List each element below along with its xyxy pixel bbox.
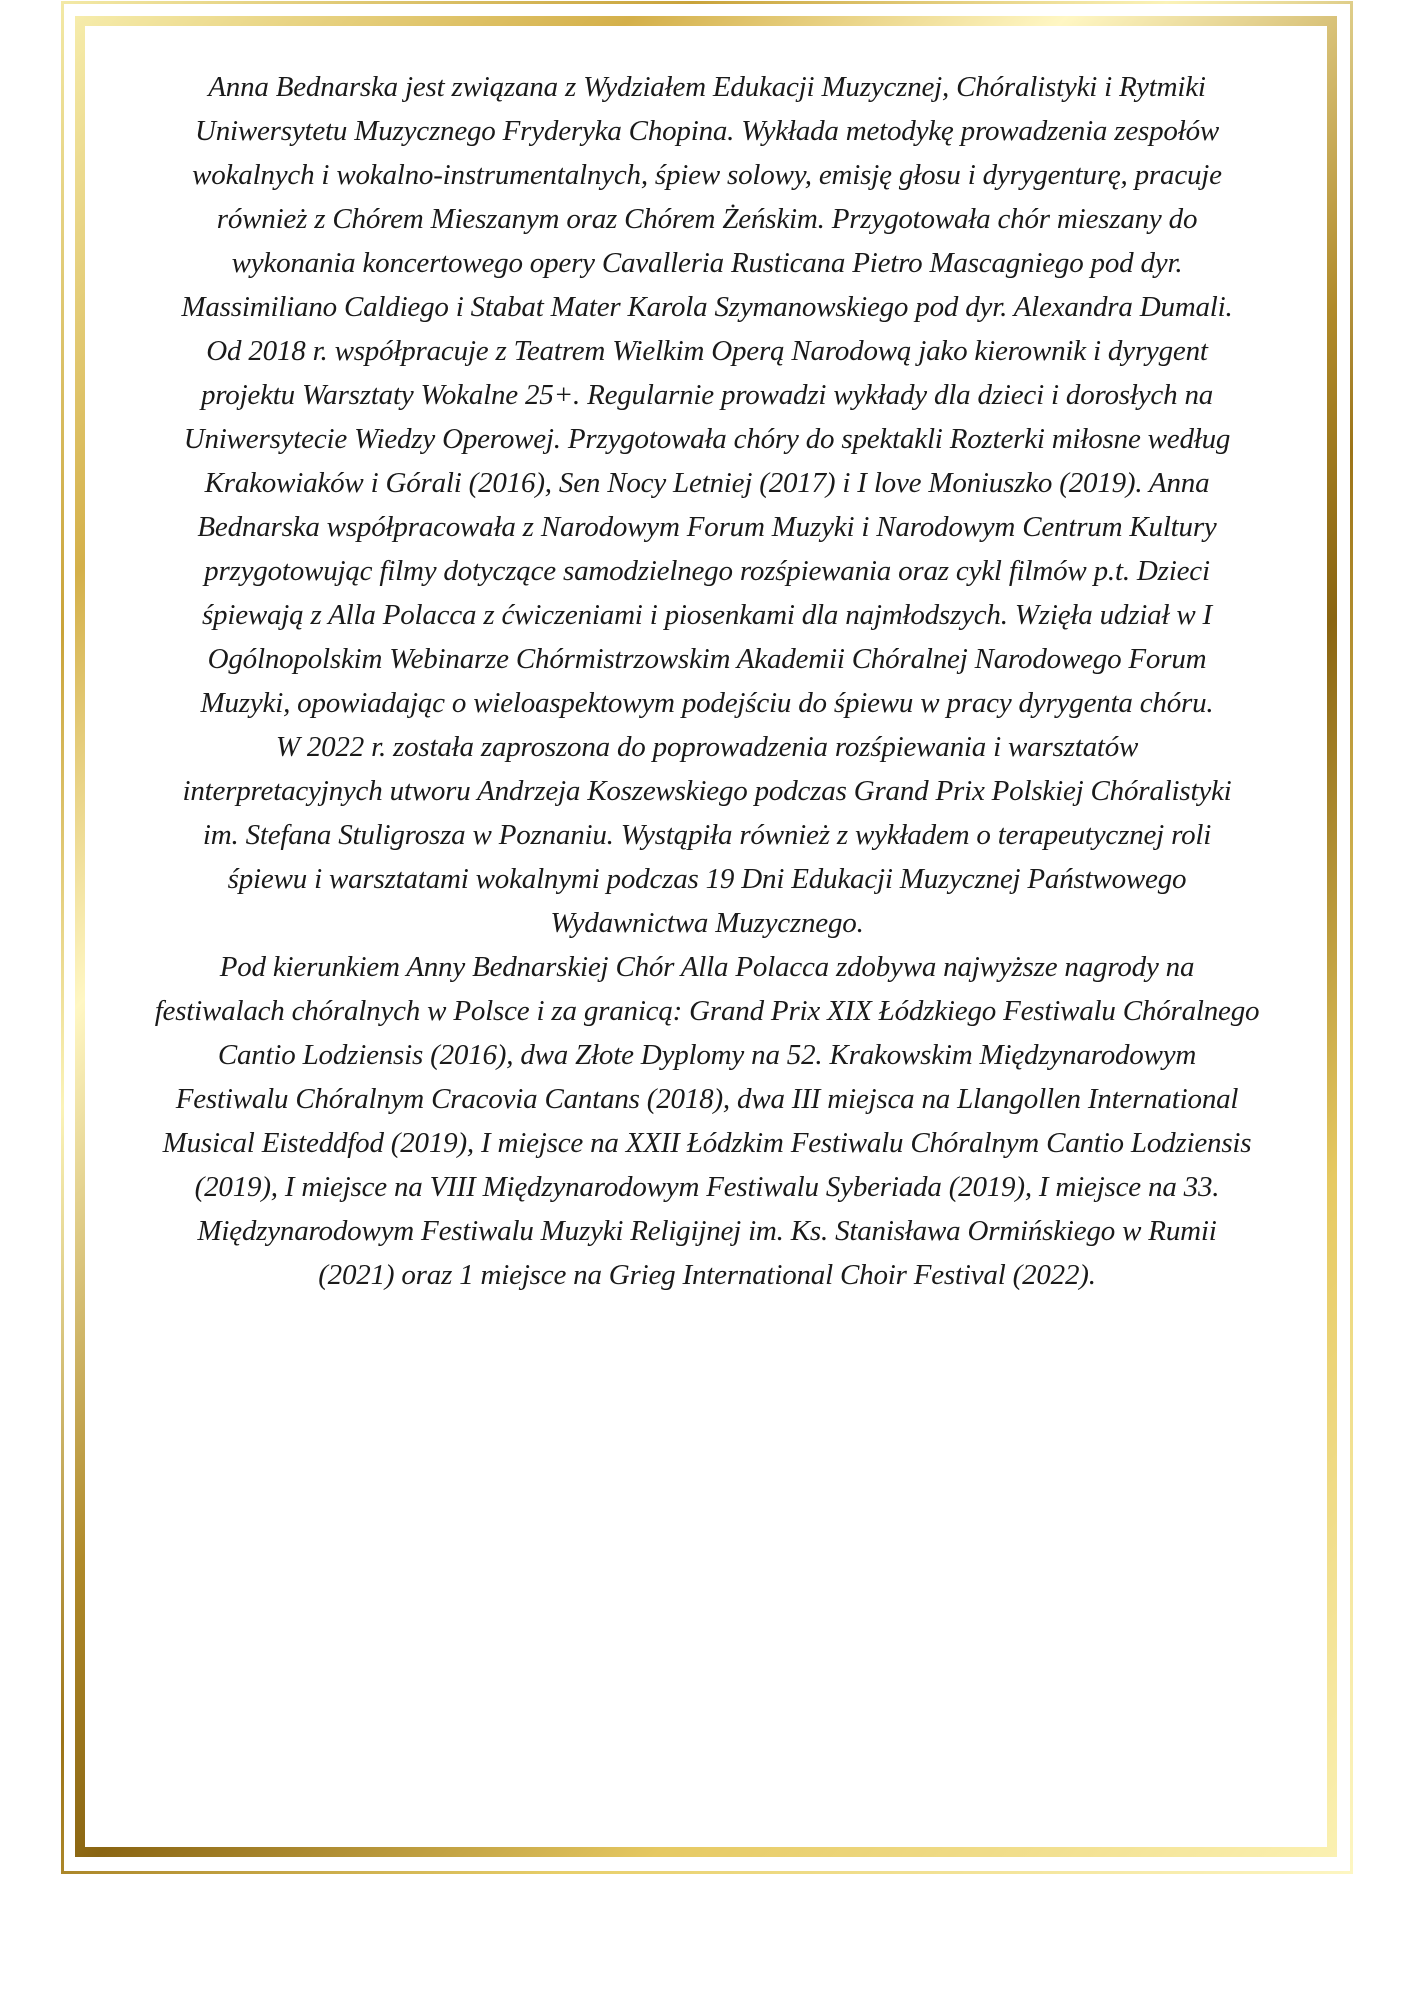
text-line: Pod kierunkiem Anny Bednarskiej Chór Alla Polacca zdobywa najwyższe nagrody na [219, 951, 1195, 983]
text-line: (2021) oraz 1 miejsce na Grieg International Choir Festival (2022). [318, 1259, 1096, 1291]
text-line: Bednarska współpracowała z Narodowym Forum Muzyki i Narodowym Centrum Kultury [197, 511, 1217, 543]
text-line: śpiewają z Alla Polacca z ćwiczeniami i piosenkami dla najmłodszych. Wzięła udział w I [201, 599, 1213, 631]
text-line: Uniwersytetu Muzycznego Fryderyka Chopina. Wykłada metodykę prowadzenia zespołów [194, 115, 1220, 147]
text-line: festiwalach chóralnych w Polsce i za granicą: Grand Prix XIX Łódzkiego Festiwalu Chóralnego [154, 995, 1260, 1027]
text-line: Od 2018 r. współpracuje z Teatrem Wielkim Operą Narodową jako kierownik i dyrygent [206, 335, 1208, 367]
text-line: przygotowując filmy dotyczące samodzielnego rozśpiewania oraz cykl filmów p.t. Dzieci [204, 555, 1210, 587]
text-line: Cantio Lodziensis (2016), dwa Złote Dyplomy na 52. Krakowskim Międzynarodowym [217, 1039, 1197, 1071]
text-line: Musical Eisteddfod (2019), I miejsce na XXII Łódzkim Festiwalu Chóralnym Cantio Lodziensis [162, 1127, 1252, 1159]
text-line: Uniwersytecie Wiedzy Operowej. Przygotowała chóry do spektakli Rozterki miłosne według [183, 423, 1231, 455]
text-line: Festiwalu Chóralnym Cracovia Cantans (2018), dwa III miejsca na Llangollen International [175, 1083, 1239, 1115]
text-line: Anna Bednarska jest związana z Wydziałem Edukacji Muzycznej, Chóralistyki i Rytmiki [208, 71, 1206, 103]
text-line: W 2022 r. została zaproszona do poprowadzenia rozśpiewania i warsztatów [275, 731, 1139, 763]
text-line: Krakowiaków i Górali (2016), Sen Nocy Letniej (2017) i I love Moniuszko (2019). Anna [204, 467, 1210, 499]
text-line: śpiewu i warsztatami wokalnymi podczas 19 Dni Edukacji Muzycznej Państwowego [227, 863, 1187, 895]
text-line: wykonania koncertowego opery Cavalleria Rusticana Pietro Mascagniego pod dyr. [231, 247, 1183, 279]
text-line: również z Chórem Mieszanym oraz Chórem Żeńskim. Przygotowała chór mieszany do [216, 203, 1198, 235]
text-line: Muzyki, opowiadając o wieloaspektowym podejściu do śpiewu w pracy dyrygenta chóru. [200, 687, 1214, 719]
biography-text [90, 65, 1324, 1297]
text-line: interpretacyjnych utworu Andrzeja Koszewskiego podczas Grand Prix Polskiej Chóralistyki [182, 775, 1232, 807]
text-line: projektu Warsztaty Wokalne 25+. Regularnie prowadzi wykłady dla dzieci i dorosłych na [200, 379, 1214, 411]
text-line: Massimiliano Caldiego i Stabat Mater Karola Szymanowskiego pod dyr. Alexandra Dumali. [181, 291, 1233, 323]
text-line: Ogólnopolskim Webinarze Chórmistrzowskim Akademii Chóralnej Narodowego Forum [207, 643, 1207, 675]
text-line: Wydawnictwa Muzycznego. [550, 907, 864, 939]
text-line: Międzynarodowym Festiwalu Muzyki Religijnej im. Ks. Stanisława Ormińskiego w Rumii [197, 1215, 1217, 1247]
text-line: wokalnych i wokalno-instrumentalnych, śpiew solowy, emisję głosu i dyrygenturę, pracuje [192, 159, 1222, 191]
text-line: (2019), I miejsce na VIII Międzynarodowym Festiwalu Syberiada (2019), I miejsce na 33. [194, 1171, 1220, 1203]
text-line: im. Stefana Stuligrosza w Poznaniu. Wystąpiła również z wykładem o terapeutycznej roli [202, 819, 1212, 851]
